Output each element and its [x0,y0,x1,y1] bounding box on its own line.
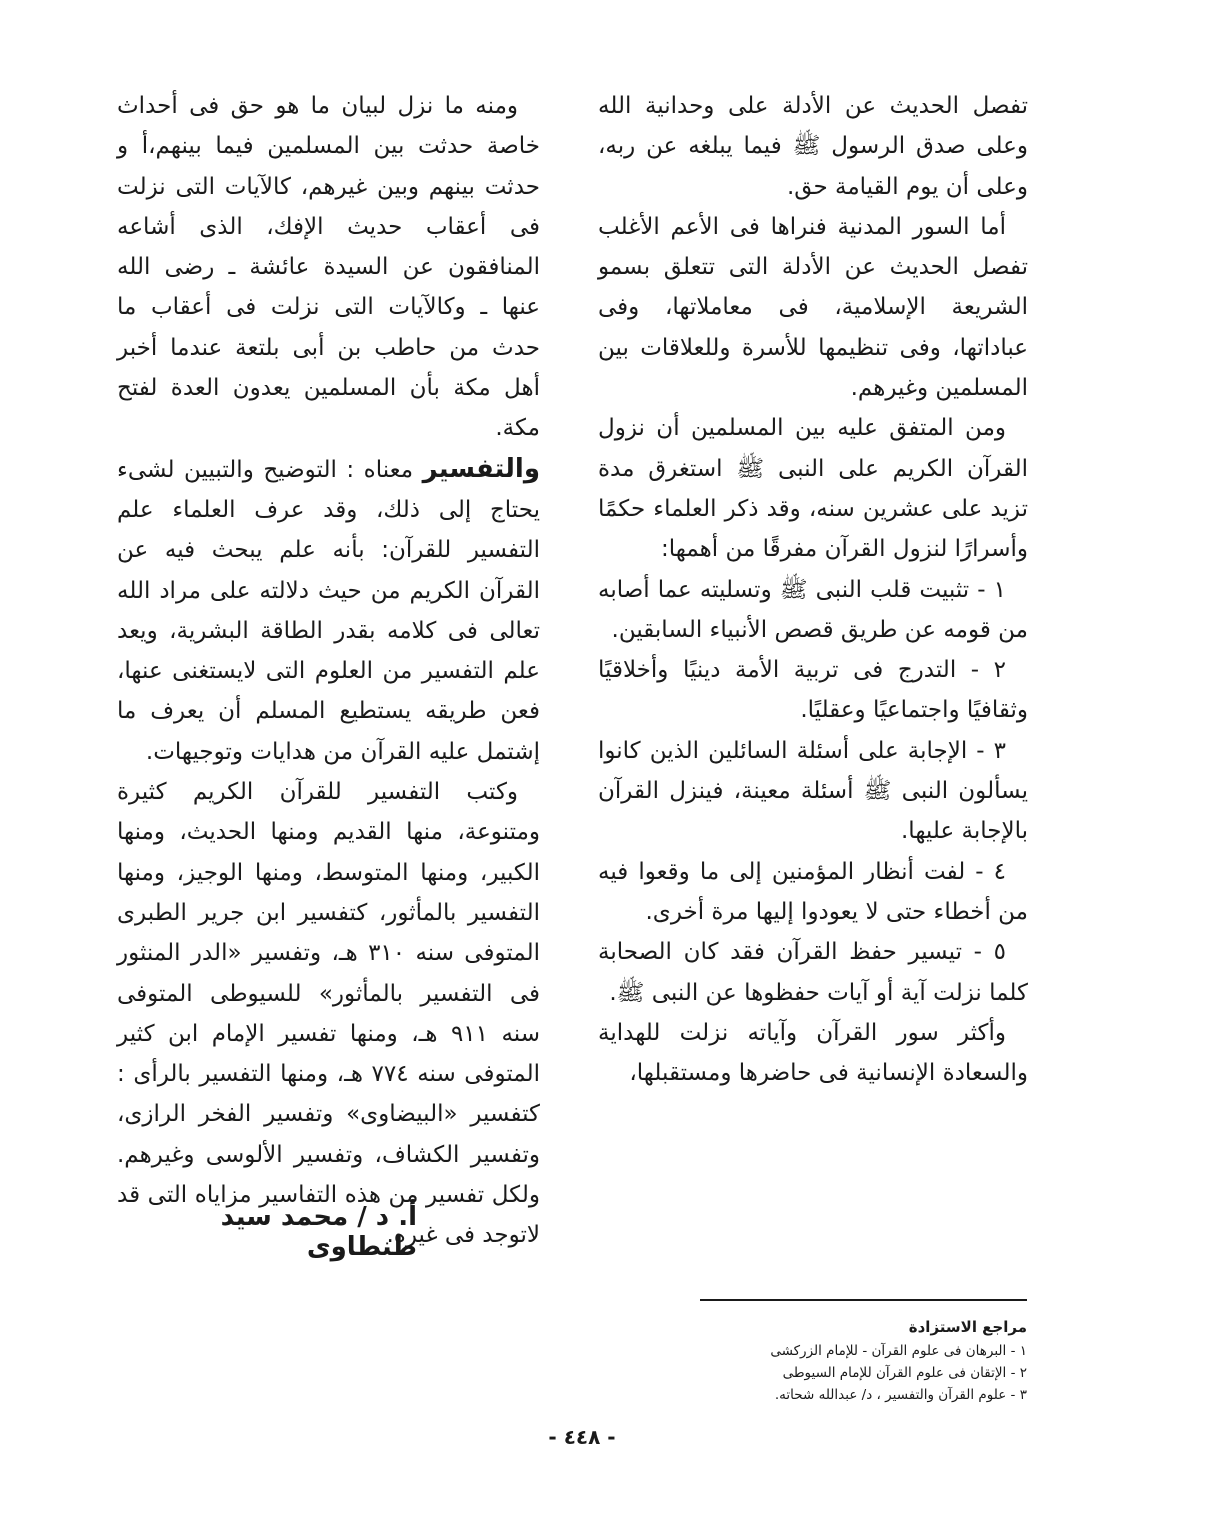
paragraph-text: معناه : التوضيح والتبيين لشىء يحتاج إلى ذلك، وقد عرف العلماء علم التفسير للقرآن: بأنه علم يبحث فيه عن القرآن الكريم من حيث دلالته على مراد الله تعالى فى كلامه بقدر الطاقة البشرية، ويعد علم التفسير من العلوم التى لايستغنى عنها، فعن طريقه يستطيع المسلم أن يعرف ما إشتمل عليه القرآن من هدايات وتوجيهات. [117,456,540,765]
paragraph: وأكثر سور القرآن وآياته نزلت للهداية والسعادة الإنسانية فى حاضرها ومستقبلها، [598,1019,1028,1087]
reference-item: ٣ - علوم القرآن والتفسير ، د/ عبدالله شحاته. [774,1387,1027,1403]
paragraph: وكتب التفسير للقرآن الكريم كثيرة ومتنوعة، منها القديم ومنها الحديث، ومنها الكبير، ومنها المتوسط، ومنها الوجيز، ومنها التفسير بالمأثور، كتفسير ابن جرير الطبرى المتوفى سنه ٣١٠ هـ، وتفسير «الدر المنثور فى التفسير بالمأثور» للسيوطى المتوفى سنه ٩١١ هـ، ومنها تفسير الإمام ابن كثير المتوفى سنه ٧٧٤ هـ، ومنها التفسير بالرأى : كتفسير «البيضاوى» وتفسير الفخر الرازى، وتفسير الكشاف، وتفسير الألوسى وغيرهم. ولكل تفسير من هذه التفاسير مزاياه التى قد لاتوجد فى غيره. [117,779,540,1249]
footnote-divider [700,1299,1027,1301]
right-text-column [598,86,1028,1093]
references-section [640,1316,1027,1406]
tafsir-keyword: والتفسير [422,453,540,484]
list-item: ١ - تثبيت قلب النبى ﷺ وتسليته عما أصابه من قومه عن طريق قصص الأنبياء السابقين. [598,576,1028,643]
paragraph: أما السور المدنية فنراها فى الأعم الأغلب تفصل الحديث عن الأدلة التى تتعلق بسمو الشريعة الإسلامية، فى معاملاتها، وفى عباداتها، وفى تنظيمها للأسرة وللعلاقات بين المسلمين وغيرهم. [598,213,1028,402]
page-number: - ٤٤٨ - [548,1425,616,1449]
list-item: ٢ - التدرج فى تربية الأمة دينيًا وأخلاقيًا وثقافيًا واجتماعيًا وعقليًا. [598,657,1028,724]
references-title: مراجع الاستزادة [908,1318,1027,1336]
paragraph: تفصل الحديث عن الأدلة على وحدانية الله وعلى صدق الرسول ﷺ فيما يبلغه عن ربه، وعلى أن يوم القيامة حق. [598,93,1028,200]
left-text-column [117,86,540,1256]
paragraph: ومنه ما نزل لبيان ما هو حق فى أحداث خاصة حدثت بين المسلمين فيما بينهم،أ و حدثت بينهم وبين غيرهم، كالآيات التى نزلت فى أعقاب حديث الإفك، الذى أشاعه المنافقون عن السيدة عائشة ـ رضى الله عنها ـ وكالآيات التى نزلت فى أعقاب ما حدث من حاطب بن أبى بلتعة عندما أخبر أهل مكة بأن المسلمين يعدون العدة لفتح مكة. [117,93,540,442]
paragraph [117,449,540,772]
author-signature: أ. د / محمد سيد طنطاوى [220,1202,417,1262]
reference-item: ٢ - الإتقان فى علوم القرآن للإمام السيوطى [782,1365,1027,1381]
paragraph: ومن المتفق عليه بين المسلمين أن نزول القرآن الكريم على النبى ﷺ استغرق مدة تزيد على عشرين سنه، وقد ذكر العلماء حكمًا وأسرارًا لنزول القرآن مفرقًا من أهمها: [598,415,1028,563]
list-item: ٥ - تيسير حفظ القرآن فقد كان الصحابة كلما نزلت آية أو آيات حفظوها عن النبى ﷺ. [598,939,1028,1006]
list-item: ٣ - الإجابة على أسئلة السائلين الذين كانوا يسألون النبى ﷺ أسئلة معينة، فينزل القرآن بالإجابة عليها. [598,737,1028,845]
list-item: ٤ - لفت أنظار المؤمنين إلى ما وقعوا فيه من أخطاء حتى لا يعودوا إليها مرة أخرى. [598,858,1028,925]
reference-item: ١ - البرهان فى علوم القرآن - للإمام الزركشى [770,1343,1027,1359]
